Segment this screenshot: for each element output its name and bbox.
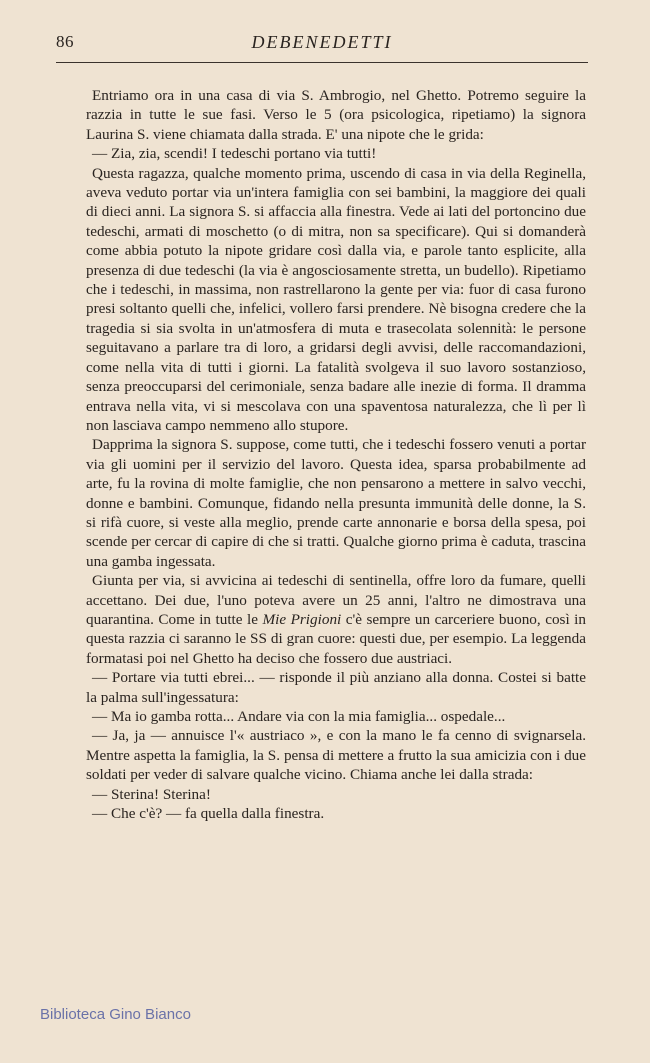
paragraph: Dapprima la signora S. suppose, come tutti, che i tedeschi fossero venuti a portar via gli uomini per il servizio del lavoro. Questa idea, sparsa probabilmente ad arte, fu la rovina di molte famiglie, che non pensarono a mettere in salvo vecchi, donne e bambini. Comunque, fidando nella presunta immunità delle donne, la S. si rifà cuore, si veste alla meglio, prende carte annonarie e borsa della spesa, poi scende per cercar di capire di che si tratti. Qualche giorno prima è caduta, trascina una gamba ingessata. xyxy=(86,436,586,570)
paragraph: — Portare via tutti ebrei... — risponde il più anziano alla donna. Costei si batte la palma sull'ingessatura: xyxy=(86,669,586,706)
library-watermark: Biblioteca Gino Bianco xyxy=(40,1006,191,1023)
book-title: Mie Prigioni xyxy=(262,610,342,628)
body-text xyxy=(86,86,586,823)
paragraph: Entriamo ora in una casa di via S. Ambrogio, nel Ghetto. Potremo seguire la razzia in tutte le sue fasi. Verso le 5 (ora psicologica, ripetiamo) la signora Laurina S. viene chiamata dalla strada. E' una nipote che le grida: xyxy=(86,87,586,143)
page-number: 86 xyxy=(56,32,74,51)
paragraph-text: Giunta per via, si avvicina ai tedeschi di sentinella, offre loro da fumare, quelli accettano. Dei due, l'uno poteva avere un 25 anni, l'altro ne dimostrava una quarantina. Come in tutte le xyxy=(86,572,586,628)
paragraph: — Ma io gamba rotta... Andare via con la mia famiglia... ospedale... xyxy=(92,708,506,725)
header-rule xyxy=(56,62,588,63)
paragraph: — Zia, zia, scendi! I tedeschi portano via tutti! xyxy=(92,145,377,163)
paragraph: — Sterina! Sterina! xyxy=(92,785,211,803)
page-header xyxy=(56,28,588,56)
running-title: DEBENEDETTI xyxy=(251,32,393,52)
paragraph: Questa ragazza, qualche momento prima, uscendo di casa in via della Reginella, aveva veduto portar via un'intera famiglia con sei bambini, la maggiore dei quali di dieci anni. La signora S. si affaccia alla finestra. Vede ai lati del portoncino due tedeschi, armati di moschetto (o di mitra, non sa specificare). Qui si domanderà come abbia potuto la nipote gridare così dalla via, e parole tanto esplicite, alla presenza di due tedeschi (la via è angosciosamente stretta, un budello). Ripetiamo che i tedeschi, in massima, non rastrellarono la gente per via: fuor di casa furono presi soltanto quelli che, infelici, vollero farsi prendere. Nè bisogna credere che la tragedia si sia svolta in un'atmosfera di muta e trasecolata solennità: le persone seguitavano a parlare tra di loro, a gridarsi degli avvisi, delle raccomandazioni, come nella vita di tutti i giorni. La fatalità svolgeva il suo lavoro sostanzioso, senza preoccuparsi del cerimoniale, senza badare alle inezie di forma. Il dramma entrava nella vita, vi si mescolava con una spaventosa naturalezza, che lì per lì non lasciava campo nemmeno allo stupore. xyxy=(86,164,586,434)
paragraph: — Ja, ja — annuisce l'« austriaco », e con la mano le fa cenno di svignarsela. Mentre aspetta la famiglia, la S. pensa di mettere a frutto la sua amicizia con i due soldati per veder di salvare qualche vicino. Chiama anche lei dalla strada: xyxy=(86,727,586,784)
paragraph-text: c'è sempre un carceriere buono, così in questa razzia ci saranno le SS di gran cuore: questi due, per esempio. La leggenda formatasi poi nel Ghetto ha deciso che fossero due austriaci. xyxy=(86,610,586,667)
paragraph xyxy=(86,571,586,668)
paragraph: — Che c'è? — fa quella dalla finestra. xyxy=(92,805,325,823)
